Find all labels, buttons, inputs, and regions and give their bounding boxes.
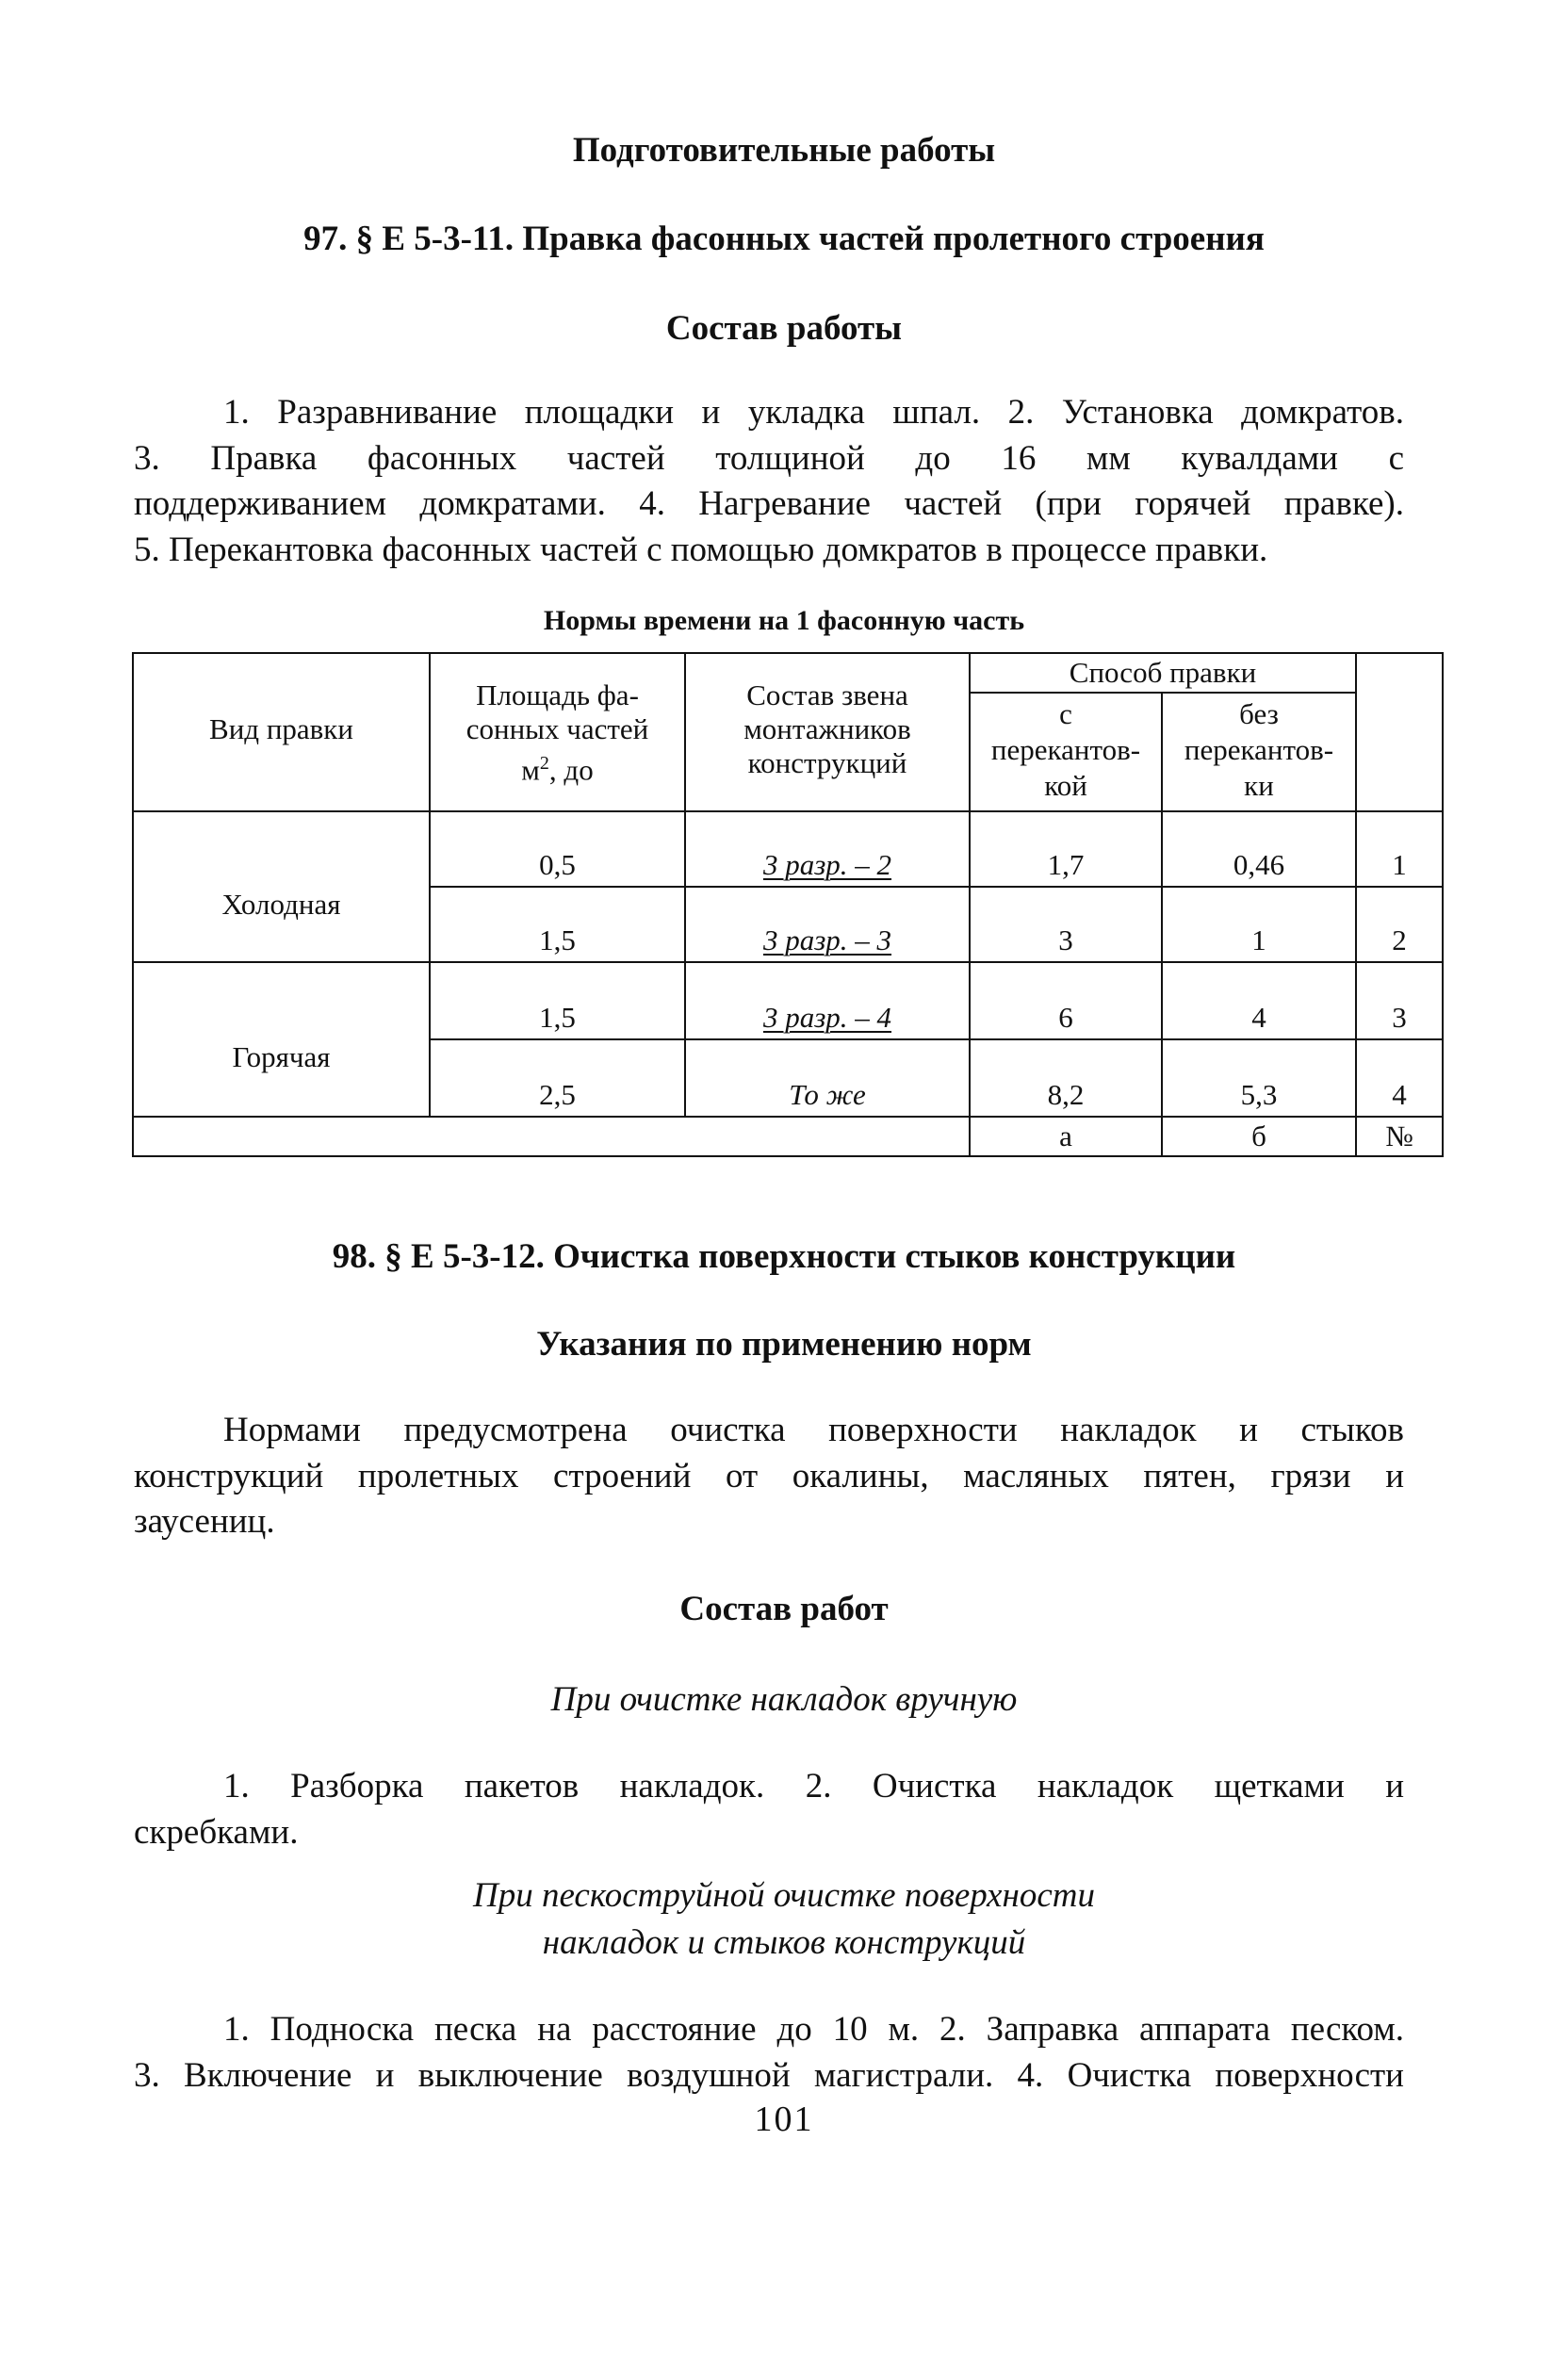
paragraph-line: поддерживанием домкратами. 4. Нагревание частей (при горячей правке). bbox=[134, 484, 1404, 523]
paragraph-line: конструкций пролетных строений от окалины, масляных пятен, грязи и bbox=[134, 1456, 1404, 1495]
row-2-without: 1 bbox=[1251, 923, 1266, 956]
row-4-area: 2,5 bbox=[539, 1078, 576, 1111]
paragraph-line: 1. Разборка пакетов накладок. 2. Очистка накладок щетками и bbox=[223, 1767, 1404, 1806]
paragraph-line: скребками. bbox=[134, 1812, 299, 1852]
paragraph-line: 1. Разравнивание площадки и укладка шпал. 2. Установка домкратов. bbox=[223, 393, 1404, 432]
header-area-line: сонных частей bbox=[466, 712, 649, 745]
row-4-crew: То же bbox=[789, 1078, 866, 1111]
header-crew-line: монтажников bbox=[743, 712, 911, 745]
footer-col-num: № bbox=[1385, 1119, 1413, 1152]
row-1-without: 0,46 bbox=[1233, 848, 1285, 881]
row-3-with: 6 bbox=[1058, 1001, 1073, 1034]
header-without-line: без bbox=[1239, 697, 1279, 730]
footer-col-b: б bbox=[1251, 1119, 1266, 1152]
row-3-area: 1,5 bbox=[539, 1001, 576, 1034]
paragraph-line: заусениц. bbox=[134, 1502, 275, 1541]
header-crew-line: конструкций bbox=[747, 746, 907, 779]
works-composition-heading: Состав работ bbox=[679, 1590, 889, 1628]
row-4-without: 5,3 bbox=[1240, 1078, 1278, 1111]
row-4-with: 8,2 bbox=[1047, 1078, 1085, 1111]
header-with-line: с bbox=[1059, 697, 1072, 730]
header-area-line: Площадь фа- bbox=[476, 678, 639, 711]
manual-cleaning-heading: При очистке накладок вручную bbox=[550, 1680, 1018, 1719]
sandblast-paragraph bbox=[134, 2007, 1404, 2099]
group-hot: Горячая bbox=[232, 1040, 331, 1073]
table-caption: Нормы времени на 1 фасонную часть bbox=[543, 605, 1025, 636]
header-with-line: перекантов- bbox=[990, 733, 1141, 766]
paragraph-line: 3. Включение и выключение воздушной магистрали. 4. Очистка поверхности bbox=[134, 2055, 1404, 2095]
section-header: Подготовительные работы bbox=[572, 131, 996, 170]
work-composition-heading: Состав работы bbox=[665, 309, 903, 348]
row-2-crew: 3 разр. – 3 bbox=[762, 923, 892, 956]
work-composition-paragraph bbox=[134, 390, 1404, 573]
row-1-num: 1 bbox=[1392, 848, 1407, 881]
paragraph-line: 1. Подноска песка на расстояние до 10 м. 2. Заправка аппарата песком. bbox=[223, 2010, 1404, 2049]
instructions-paragraph bbox=[134, 1408, 1404, 1545]
header-with-line: кой bbox=[1044, 769, 1087, 802]
header-crew-line: Состав звена bbox=[746, 678, 908, 711]
row-3-crew: 3 разр. – 4 bbox=[762, 1001, 892, 1034]
paragraph-line: 5. Перекантовка фасонных частей с помощью домкратов в процессе правки. bbox=[134, 530, 1268, 569]
row-3-without: 4 bbox=[1251, 1001, 1266, 1034]
header-without-line: перекантов- bbox=[1184, 733, 1334, 766]
header-area-line: $м^2$, до bbox=[521, 753, 594, 787]
instructions-heading: Указания по применению норм bbox=[536, 1325, 1032, 1364]
group-cold: Холодная bbox=[221, 888, 341, 921]
header-type: Вид правки bbox=[209, 712, 353, 745]
row-2-area: 1,5 bbox=[539, 923, 576, 956]
row-4-num: 4 bbox=[1392, 1078, 1407, 1111]
row-2-with: 3 bbox=[1058, 923, 1073, 956]
header-method: Способ правки bbox=[1069, 656, 1257, 689]
manual-cleaning-paragraph bbox=[134, 1764, 1404, 1855]
sandblast-heading-line-1: При пескоструйной очистке поверхности bbox=[473, 1876, 1095, 1915]
sandblast-heading-line-2: накладок и стыков конструкций bbox=[542, 1923, 1026, 1962]
row-1-crew: 3 разр. – 2 bbox=[762, 848, 892, 881]
page-number: 101 bbox=[754, 2100, 814, 2139]
section-97-title: 97. § Е 5-3-11. Правка фасонных частей пролетного строения bbox=[303, 220, 1265, 258]
header-without-line: ки bbox=[1244, 769, 1274, 802]
footer-col-a: а bbox=[1059, 1119, 1072, 1152]
paragraph-line: 3. Правка фасонных частей толщиной до 16 мм кувалдами с bbox=[134, 438, 1404, 478]
row-3-num: 3 bbox=[1392, 1001, 1407, 1034]
paragraph-line: Нормами предусмотрена очистка поверхности накладок и стыков bbox=[223, 1411, 1404, 1449]
row-2-num: 2 bbox=[1392, 923, 1407, 956]
section-98-title: 98. § Е 5-3-12. Очистка поверхности стыков конструкции bbox=[332, 1237, 1236, 1276]
row-1-area: 0,5 bbox=[539, 848, 576, 881]
row-1-with: 1,7 bbox=[1047, 848, 1085, 881]
